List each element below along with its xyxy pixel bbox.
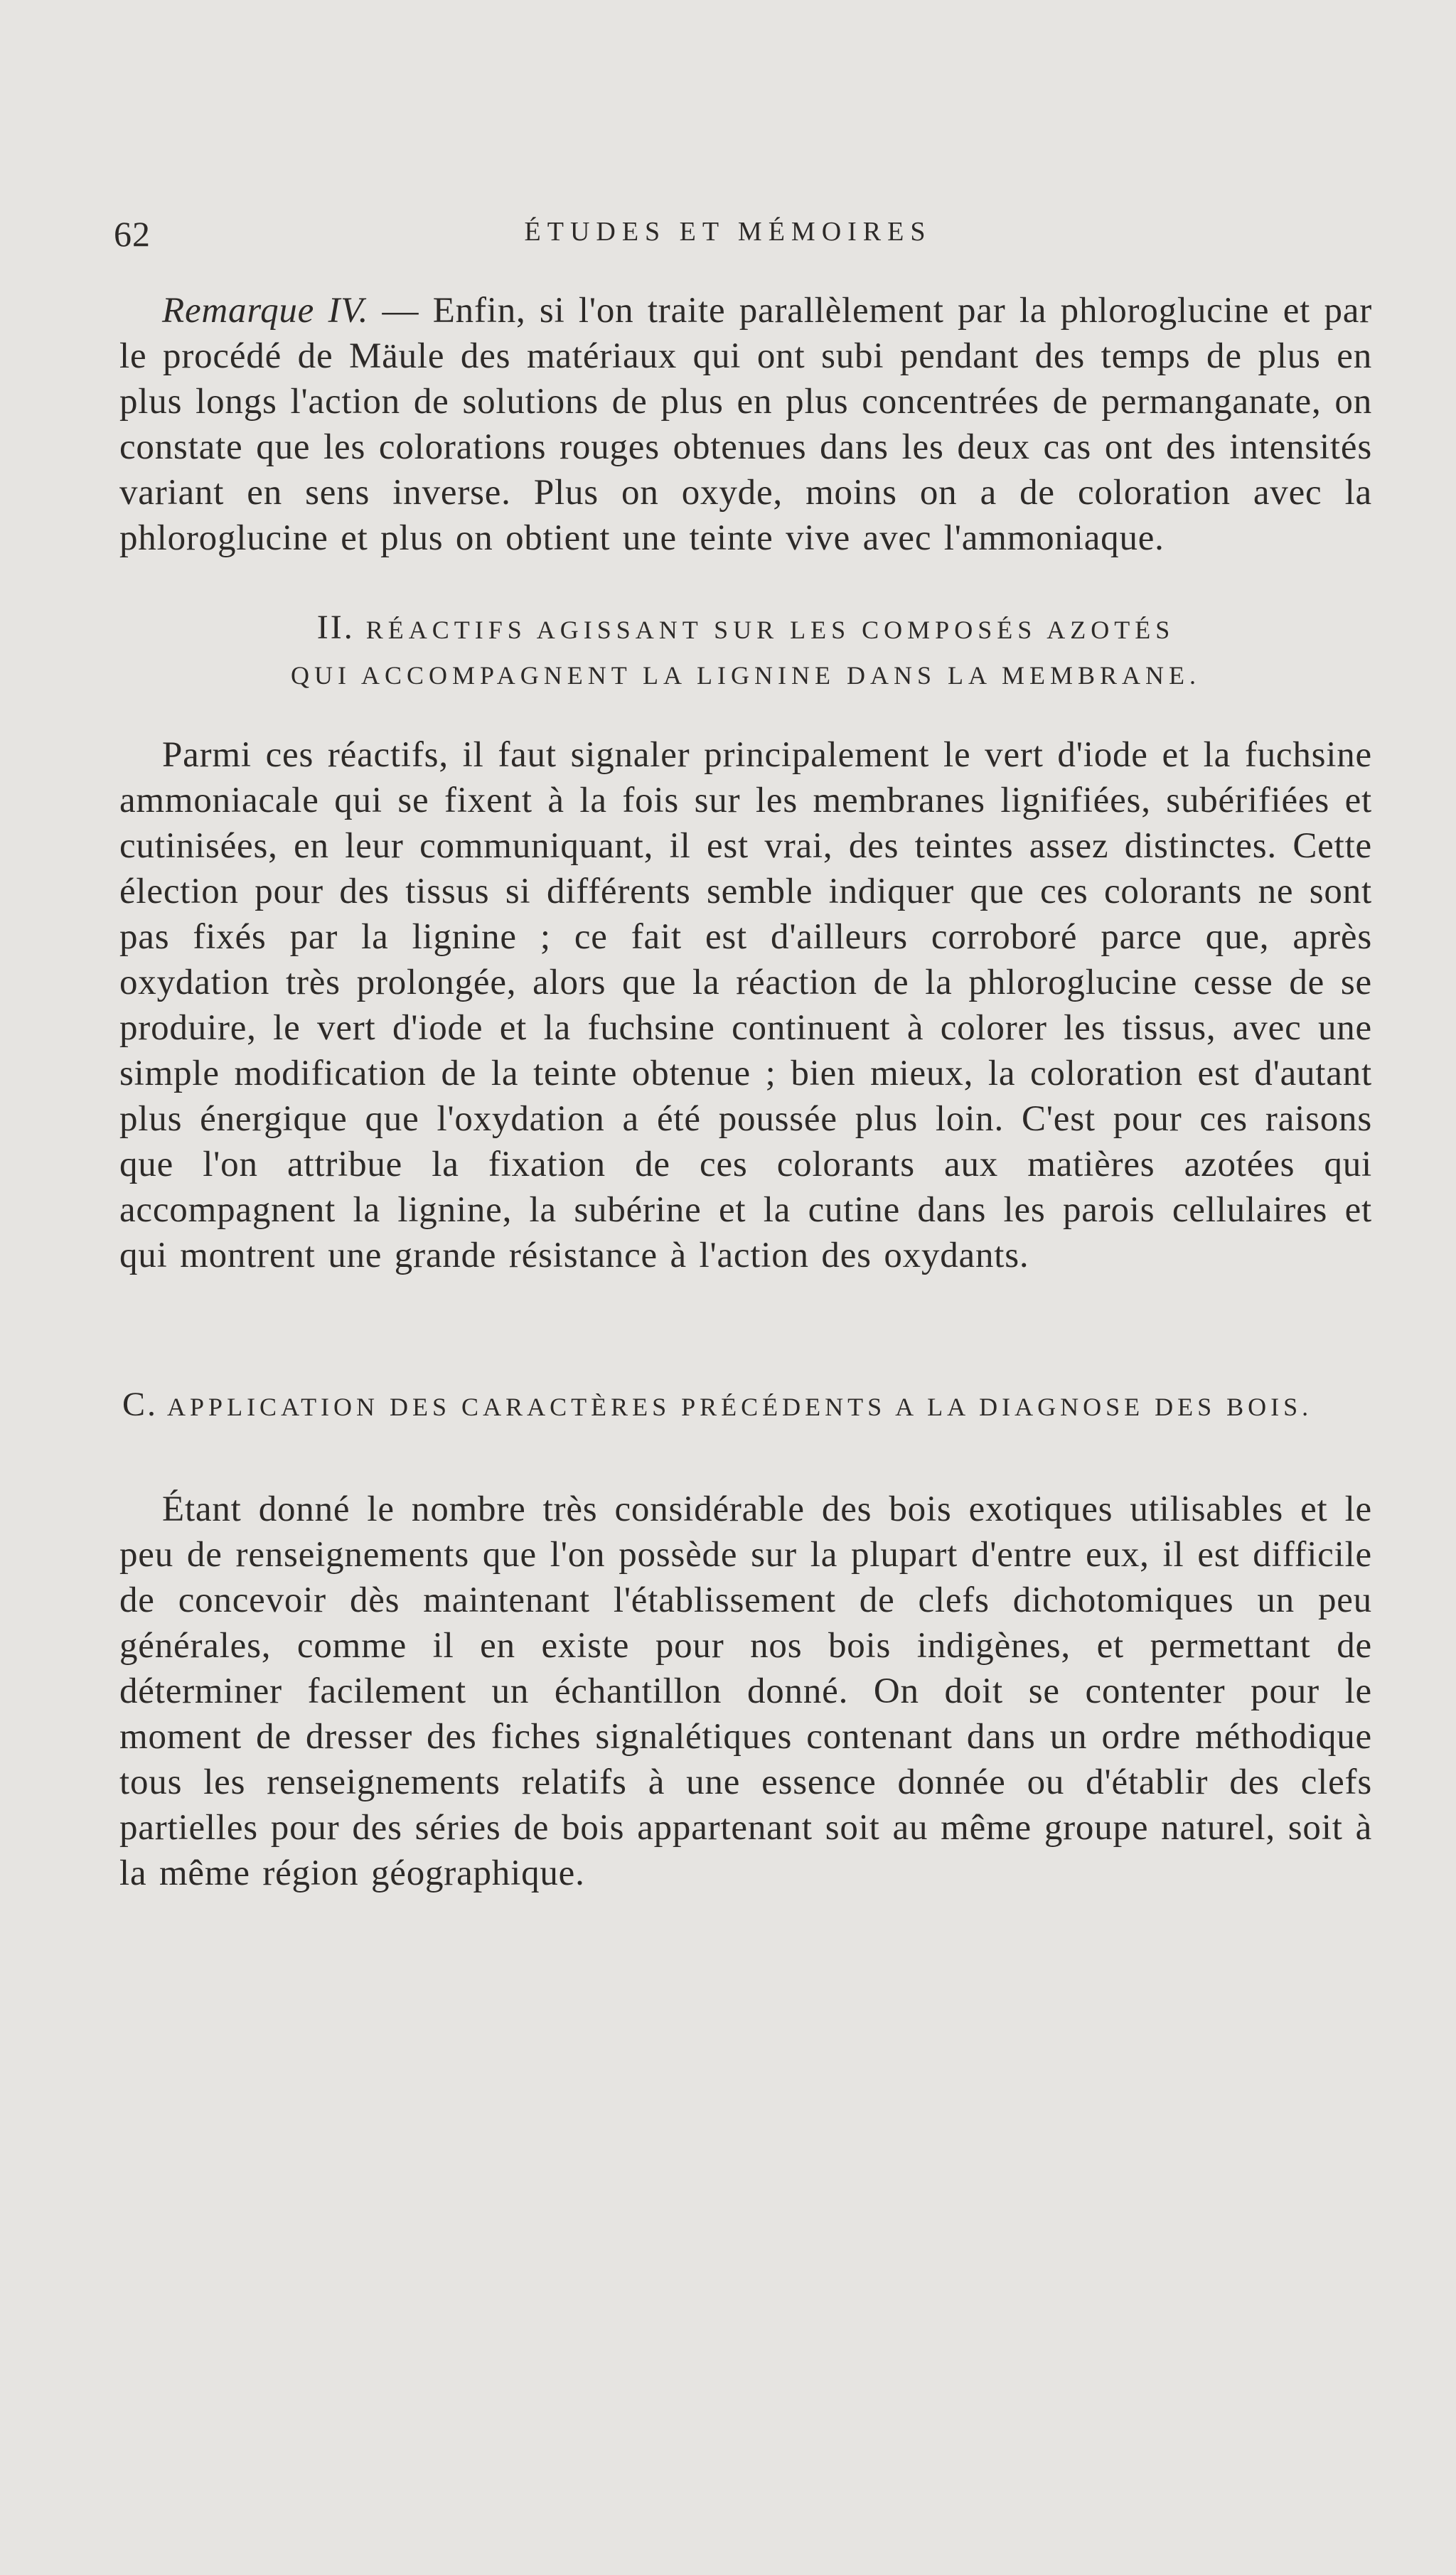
subheading-line-2: QUI ACCOMPAGNENT LA LIGNINE DANS LA MEMBRANE. [290, 661, 1201, 690]
remark-label: Remarque IV. [162, 291, 369, 331]
subheading-numeral: II. [316, 609, 355, 646]
page-body [119, 288, 1372, 1896]
running-head: ÉTUDES ET MÉMOIRES [524, 217, 932, 247]
section-c-letter: C. [122, 1386, 159, 1423]
remark-text: — Enfin, si l'on traite parallèlement par la phloroglucine et par le procédé de Mäule des matériaux qui ont subi pendant des temps de plus en plus longs l'action de solutions de plus en plus concentrées de permanganate, on constate que les colorations rouges obtenues dans les deux cas ont des intensités variant en sens inverse. Plus on oxyde, moins on a de coloration avec la phloroglucine et plus on obtient une teinte vive avec l'ammoniaque. [119, 291, 1372, 558]
section-c-title [119, 1383, 1372, 1428]
etant-paragraph: Étant donné le nombre très considérable des bois exotiques utilisables et le peu de renseignements que l'on possède sur la plupart d'entre eux, il est difficile de concevoir dès maintenant l'établissement de clefs dichotomiques un peu générales, comme il en existe pour nos bois indigènes, et permettant de déterminer facilement un échantillon donné. On doit se contenter pour le moment de dresser des fiches signalétiques contenant dans un ordre méthodique tous les renseignements relatifs à une essence donnée ou d'établir des clefs partielles pour des séries de bois appartenant soit au même groupe naturel, soit à la même région géographique. [119, 1489, 1372, 1893]
section-c-title-text: APPLICATION DES CARACTÈRES PRÉCÉDENTS A LA DIAGNOSE DES BOIS. [167, 1393, 1313, 1421]
page-header [114, 213, 1342, 256]
reactifs-paragraph: Parmi ces réactifs, il faut signaler principalement le vert d'iode et la fuchsine ammoniacale qui se fixent à la fois sur les membranes lignifiées, subérifiées et cutinisées, en leur communiquant, il est vrai, des teintes assez distinctes. Cette élection pour des tissus si différents semble indiquer que ces colorants ne sont pas fixés par la lignine ; ce fait est d'ailleurs corroboré parce que, après oxydation très prolongée, alors que la réaction de la phloroglucine cesse de se produire, le vert d'iode et la fuchsine continuent à colorer les tissus, avec une simple modification de la teinte obtenue ; bien mieux, la coloration est d'autant plus énergique que l'oxydation a été poussée plus loin. C'est pour ces raisons que l'on attribue la fixation de ces colorants aux matières azotées qui accompagnent la lignine, la subérine et la cutine dans les parois cellulaires et qui montrent une grande résistance à l'action des oxydants. [119, 735, 1372, 1275]
subheading-line1-text: RÉACTIFS AGISSANT SUR LES COMPOSÉS AZOTÉS [365, 616, 1175, 644]
remark-paragraph [119, 288, 1372, 561]
subheading-line-1 [119, 605, 1372, 653]
page-number: 62 [114, 214, 151, 254]
